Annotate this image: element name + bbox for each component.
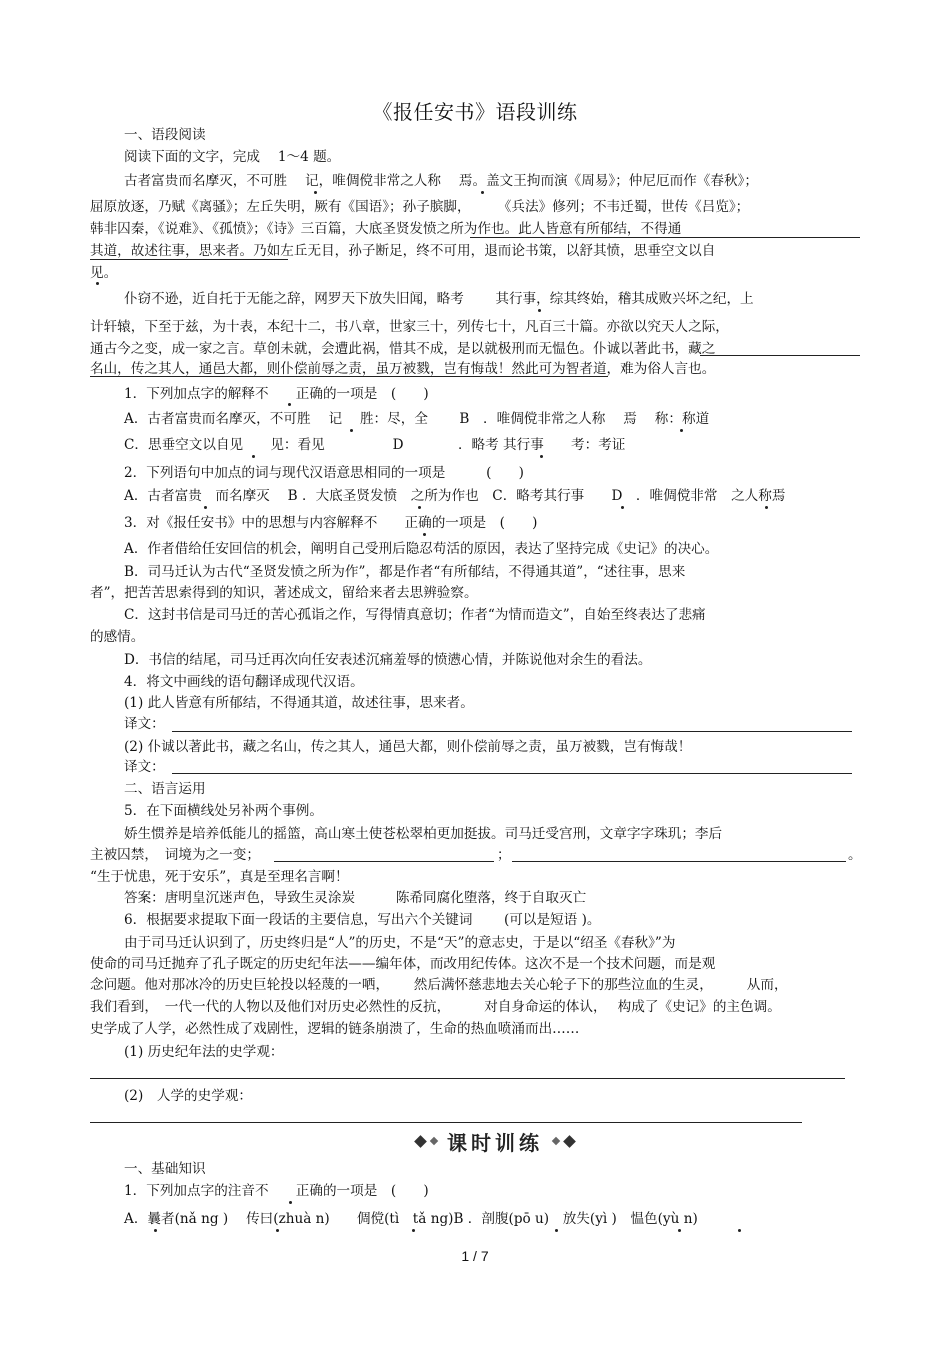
answer-blank: [274, 861, 494, 862]
emphasis-dot: [555, 1229, 558, 1232]
option-line: A．古者富贵 而名摩灭 B ．大底圣贤发愤 之所为作也 C．略考其行事 D ．唯倜傥非常 之人称焉: [124, 488, 786, 504]
question-6: 6．根据要求提取下面一段话的主要信息，写出六个关键词 (可以是短语 )。: [124, 912, 601, 928]
answer-line: 答案：唐明皇沉迷声色，导致生灵涂炭 陈希同腐化堕落，终于自取灭亡: [124, 890, 587, 906]
option-line: A．作者借给任安回信的机会，阐明自己受刑后隐忍苟活的原因，表达了坚持完成《史记》的决心。: [124, 541, 719, 557]
document-title: 《报任安书》语段训练: [372, 100, 578, 124]
emphasis-dot: [288, 403, 291, 406]
section-heading: 二、语言运用: [124, 781, 206, 797]
option-line: 者”，把苦苦思索得到的知识，著述成文，留给来者去思辨验察。: [90, 585, 478, 601]
passage-line: 古者富贵而名摩灭，不可胜 记，唯倜傥非常之人称 焉。盖文王拘而演《周易》；仲尼厄而作《春秋》；: [124, 173, 758, 189]
emphasis-dot: [738, 1229, 741, 1232]
option-line: 的感情。: [90, 629, 145, 645]
emphasis-dot: [540, 455, 543, 458]
diamond-icon: [414, 1135, 427, 1148]
emphasis-dot: [418, 506, 421, 509]
diamond-icon: [430, 1137, 438, 1145]
section-heading: 一、基础知识: [124, 1161, 206, 1177]
answer-blank: [512, 861, 846, 862]
answer-blank: [90, 1078, 845, 1079]
translation-label: 译文：: [124, 716, 165, 732]
emphasis-dot: [621, 506, 624, 509]
sub-question: (2) 仆诚以著此书，藏之名山，传之其人，通邑大都，则仆偿前辱之责，虽万被戮，岂有悔哉！: [124, 739, 692, 755]
option-line: A．曩者(nǎ ng ) 传曰(zhuà n) 倜傥(tì tǎ ng)B ．剖腹(pō u) 放失(yì ) 愠色(yù n): [124, 1211, 698, 1227]
lesson-practice-banner: [395, 1128, 595, 1154]
emphasis-dot: [412, 1229, 415, 1232]
emphasis-dot: [423, 533, 426, 536]
passage-line: 使命的司马迁抛弃了孔子既定的历史纪年法——编年体，而改用纪传体。这次不是一个技术问题，而是观: [90, 956, 716, 972]
emphasis-dot: [276, 1229, 279, 1232]
banner-title: 课时训练: [447, 1130, 543, 1155]
page-number: 1 / 7: [461, 1248, 489, 1264]
emphasis-dot: [96, 282, 99, 285]
answer-blank: [90, 1122, 802, 1123]
translation-label: 译文：: [124, 759, 165, 775]
emphasis-dot: [252, 455, 255, 458]
passage-line: 计轩辕，下至于兹，为十表，本纪十二，书八章，世家三十，列传七十，凡百三十篇。亦欲以究天人之际，: [90, 319, 729, 335]
passage-line: 其道，故述往事，思来者。乃如左丘无目，孙子断足，终不可用，退而论书策，以舒其愤，思垂空文以自: [90, 243, 716, 259]
underline: [700, 355, 860, 356]
emphasis-dot: [538, 309, 541, 312]
passage-line: 念问题。他对那冰冷的历史巨轮投以轻蔑的一哂， 然后满怀慈悲地去关心轮子下的那些泣血的生灵， 从而，: [90, 977, 788, 993]
passage-line: 名山，传之其人，通邑大都，则仆偿前辱之责，虽万被戮，岂有悔哉！然此可为智者道，难为俗人言也。: [90, 361, 716, 377]
instruction-line: 阅读下面的文字，完成 1～4 题。: [124, 149, 341, 165]
question-4: 4．将文中画线的语句翻译成现代汉语。: [124, 674, 364, 690]
question-1: 1．下列加点字的解释不 正确的一项是 ( ): [124, 386, 429, 402]
section-heading: 一、语段阅读: [124, 127, 206, 143]
underline: [470, 237, 860, 238]
blank-separator: ；: [497, 847, 511, 863]
passage-line: 由于司马迁认识到了，历史终归是“人”的历史，不是“天”的意志史，于是以“绍圣《春秋》”为: [124, 935, 676, 951]
passage-line: “生于忧患，死于安乐”，真是至理名言啊！: [90, 869, 349, 885]
diamond-icon: [563, 1135, 576, 1148]
passage-line: 韩非囚秦，《说难》、《孤愤》；《诗》三百篇，大底圣贤发愤之所为作也。此人皆意有所郁结，不得通: [90, 221, 682, 237]
passage-line: 娇生惯养是培养低能儿的摇篮，高山寒土使苍松翠柏更加挺拔。司马迁受宫刑，文章字字珠玑；李后: [124, 826, 723, 842]
option-line: A．古者富贵而名摩灭，不可胜 记 胜：尽，全 B ．唯倜傥非常之人称 焉 称：称道: [124, 411, 710, 427]
passage-line: 我们看到， 一代一代的人物以及他们对历史必然性的反抗， 对自身命运的体认， 构成了《史记》的主色调。: [90, 999, 781, 1015]
emphasis-dot: [289, 1201, 292, 1204]
answer-blank: [172, 731, 852, 732]
emphasis-dot: [765, 506, 768, 509]
passage-line: 屈原放逐，乃赋《离骚》；左丘失明，厥有《国语》；孙子膑脚， 《兵法》修列；不韦迁蜀，世传《吕览》；: [90, 199, 750, 215]
underline: [90, 259, 288, 260]
emphasis-dot: [154, 1229, 157, 1232]
option-line: C．这封书信是司马迁的苦心孤诣之作，写得情真意切；作者“为情而造文”，自始至终表达了悲痛: [124, 607, 706, 623]
blank-end: 。: [848, 847, 862, 863]
question-3: 3．对《报任安书》中的思想与内容解释不 正确的一项是 ( ): [124, 515, 538, 531]
passage-line: 见。: [90, 265, 118, 281]
emphasis-dot: [350, 429, 353, 432]
emphasis-dot: [678, 1229, 681, 1232]
emphasis-dot: [481, 191, 484, 194]
passage-line: 史学成了人学，必然性成了戏剧性，逻辑的链条崩溃了，生命的热血喷涌而出……: [90, 1021, 580, 1037]
emphasis-dot: [314, 191, 317, 194]
question-5: 5．在下面横线处另补两个事例。: [124, 803, 323, 819]
passage-line: 仆窃不逊，近自托于无能之辞，网罗天下放失旧闻，略考 其行事，综其终始，稽其成败兴坏之纪，上: [124, 291, 754, 307]
sub-question: (1) 此人皆意有所郁结，不得通其道，故述往事，思来者。: [124, 695, 474, 711]
question-line: 1．下列加点字的注音不 正确的一项是 ( ): [124, 1183, 429, 1199]
option-line: B．司马迁认为古代“圣贤发愤之所为作”，都是作者“有所郁结，不得通其道”，“述往事，思来: [124, 564, 686, 580]
option-line: D．书信的结尾，司马迁再次向任安表述沉痛羞辱的愤懑心情，并陈说他对余生的看法。: [124, 652, 652, 668]
underline: [90, 376, 608, 377]
passage-line: 通古今之变，成一家之言。草创未就，会遭此祸，惜其不成，是以就极刑而无愠色。仆诚以著此书，藏之: [90, 341, 716, 357]
emphasis-dot: [680, 429, 683, 432]
passage-line: 主被囚禁， 词境为之一变；: [90, 847, 260, 863]
option-line: C．思垂空文以自见 见：看见 D ．略考 其行事 考：考证: [124, 437, 626, 453]
emphasis-dot: [204, 506, 207, 509]
sub-question: (1) 历史纪年法的史学观：: [124, 1044, 284, 1060]
question-2: 2．下列语句中加点的词与现代汉语意思相同的一项是 ( ): [124, 465, 524, 481]
sub-question: (2) 人学的史学观：: [124, 1088, 253, 1104]
answer-blank: [172, 773, 852, 774]
diamond-icon: [552, 1137, 560, 1145]
